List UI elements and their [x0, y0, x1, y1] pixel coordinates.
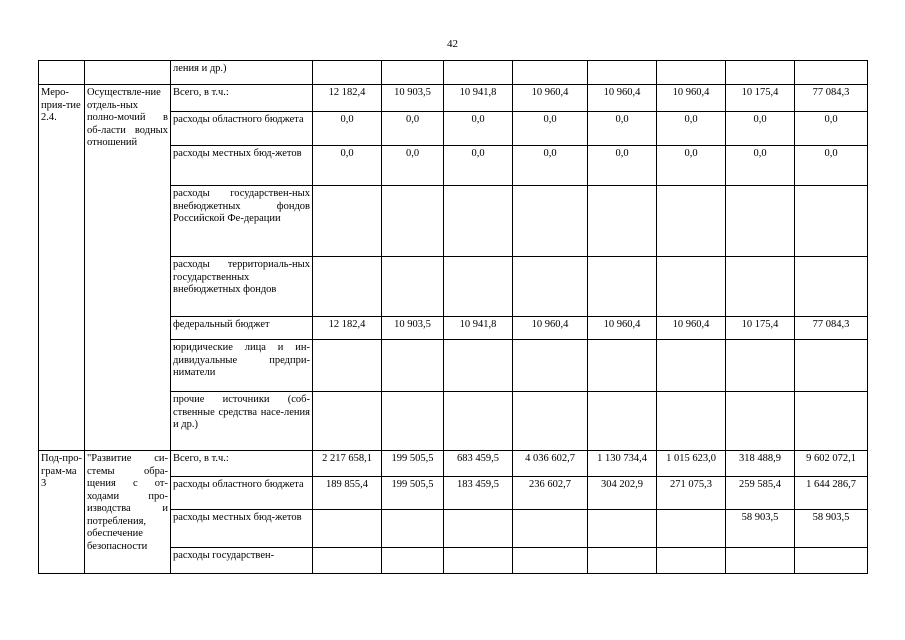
value-cell: 199 505,5: [382, 451, 444, 477]
value-cell: 0,0: [382, 112, 444, 146]
value-cell: 236 602,7: [513, 477, 588, 510]
value-cell: [313, 61, 382, 85]
value-cell: 10 941,8: [444, 317, 513, 340]
value-cell: [444, 257, 513, 317]
value-cell: [588, 61, 657, 85]
value-cell: [657, 392, 726, 451]
value-cell: 77 084,3: [795, 85, 868, 112]
value-cell: 0,0: [726, 146, 795, 186]
value-cell: 10 941,8: [444, 85, 513, 112]
value-cell: 0,0: [313, 112, 382, 146]
value-cell: [657, 257, 726, 317]
value-cell: 304 202,9: [588, 477, 657, 510]
value-cell: [513, 548, 588, 574]
value-cell: [444, 392, 513, 451]
value-cell: [313, 392, 382, 451]
value-cell: 0,0: [726, 112, 795, 146]
value-cell: 58 903,5: [795, 510, 868, 548]
value-cell: [726, 548, 795, 574]
value-cell: [726, 186, 795, 257]
value-cell: [795, 61, 868, 85]
measure-code-cell: Меро-прия-тие 2.4.: [39, 85, 85, 451]
value-cell: [444, 510, 513, 548]
funding-source-cell: расходы областного бюджета: [171, 477, 313, 510]
value-cell: [588, 392, 657, 451]
value-cell: [382, 186, 444, 257]
value-cell: [588, 510, 657, 548]
value-cell: 2 217 658,1: [313, 451, 382, 477]
funding-source-cell: расходы государствен-: [171, 548, 313, 574]
funding-source-cell: расходы территориаль-ных государственных внебюджетных фондов: [171, 257, 313, 317]
value-cell: [795, 392, 868, 451]
value-cell: 10 903,5: [382, 85, 444, 112]
value-cell: [382, 340, 444, 392]
value-cell: [313, 340, 382, 392]
funding-source-cell: ления и др.): [171, 61, 313, 85]
value-cell: [726, 257, 795, 317]
value-cell: 318 488,9: [726, 451, 795, 477]
value-cell: 10 960,4: [588, 85, 657, 112]
funding-source-cell: юридические лица и ин-дивидуальные предпри-ниматели: [171, 340, 313, 392]
value-cell: [382, 61, 444, 85]
measure-description-cell: "Развитие си-стемы обра-щения с от-ходами про-изводства и потребления, обеспечение безопасности: [85, 451, 171, 574]
value-cell: 1 644 286,7: [795, 477, 868, 510]
value-cell: 0,0: [795, 146, 868, 186]
measure-description-cell: [85, 61, 171, 85]
table-row: [39, 451, 868, 477]
value-cell: 0,0: [382, 146, 444, 186]
value-cell: 0,0: [513, 112, 588, 146]
funding-source-cell: федеральный бюджет: [171, 317, 313, 340]
budget-table: [38, 60, 868, 574]
value-cell: 0,0: [313, 146, 382, 186]
value-cell: [726, 61, 795, 85]
value-cell: [513, 510, 588, 548]
value-cell: [588, 340, 657, 392]
value-cell: [513, 392, 588, 451]
value-cell: 271 075,3: [657, 477, 726, 510]
value-cell: [588, 257, 657, 317]
value-cell: 0,0: [444, 112, 513, 146]
value-cell: [726, 392, 795, 451]
value-cell: [795, 340, 868, 392]
value-cell: 10 175,4: [726, 85, 795, 112]
value-cell: [657, 340, 726, 392]
value-cell: [313, 510, 382, 548]
value-cell: [444, 61, 513, 85]
value-cell: [444, 340, 513, 392]
value-cell: 10 175,4: [726, 317, 795, 340]
value-cell: 10 903,5: [382, 317, 444, 340]
value-cell: [795, 186, 868, 257]
funding-source-cell: расходы государствен-ных внебюджетных фондов Российской Фе-дерации: [171, 186, 313, 257]
value-cell: 10 960,4: [657, 317, 726, 340]
value-cell: [513, 186, 588, 257]
value-cell: 0,0: [657, 146, 726, 186]
value-cell: 12 182,4: [313, 85, 382, 112]
value-cell: [513, 257, 588, 317]
measure-code-cell: [39, 61, 85, 85]
value-cell: [382, 510, 444, 548]
funding-source-cell: прочие источники (соб-ственные средства насе-ления и др.): [171, 392, 313, 451]
value-cell: [313, 257, 382, 317]
funding-source-cell: расходы местных бюд-жетов: [171, 510, 313, 548]
funding-source-cell: расходы областного бюджета: [171, 112, 313, 146]
value-cell: 10 960,4: [513, 317, 588, 340]
value-cell: 12 182,4: [313, 317, 382, 340]
measure-description-cell: Осуществле-ние отдель-ных полно-мочий в об-ласти водных отношений: [85, 85, 171, 451]
measure-code-cell: Под-про-грам-ма 3: [39, 451, 85, 574]
value-cell: [513, 61, 588, 85]
value-cell: 10 960,4: [513, 85, 588, 112]
value-cell: [657, 510, 726, 548]
value-cell: [657, 548, 726, 574]
value-cell: [795, 257, 868, 317]
value-cell: 0,0: [588, 146, 657, 186]
value-cell: 683 459,5: [444, 451, 513, 477]
value-cell: [588, 548, 657, 574]
funding-source-cell: расходы местных бюд-жетов: [171, 146, 313, 186]
value-cell: 0,0: [795, 112, 868, 146]
value-cell: 10 960,4: [657, 85, 726, 112]
value-cell: [588, 186, 657, 257]
value-cell: [382, 257, 444, 317]
value-cell: [382, 392, 444, 451]
value-cell: 0,0: [513, 146, 588, 186]
value-cell: 0,0: [657, 112, 726, 146]
value-cell: [513, 340, 588, 392]
page-number: 42: [447, 38, 458, 50]
value-cell: [726, 340, 795, 392]
value-cell: 9 602 072,1: [795, 451, 868, 477]
funding-source-cell: Всего, в т.ч.:: [171, 451, 313, 477]
table-row: [39, 61, 868, 85]
value-cell: 58 903,5: [726, 510, 795, 548]
value-cell: [444, 548, 513, 574]
funding-source-cell: Всего, в т.ч.:: [171, 85, 313, 112]
value-cell: 0,0: [588, 112, 657, 146]
value-cell: [444, 186, 513, 257]
table-row: [39, 85, 868, 112]
value-cell: [313, 186, 382, 257]
value-cell: [657, 61, 726, 85]
value-cell: 77 084,3: [795, 317, 868, 340]
value-cell: [382, 548, 444, 574]
value-cell: 1 015 623,0: [657, 451, 726, 477]
value-cell: 183 459,5: [444, 477, 513, 510]
value-cell: 10 960,4: [588, 317, 657, 340]
value-cell: 199 505,5: [382, 477, 444, 510]
value-cell: 1 130 734,4: [588, 451, 657, 477]
value-cell: 4 036 602,7: [513, 451, 588, 477]
value-cell: [313, 548, 382, 574]
value-cell: 189 855,4: [313, 477, 382, 510]
value-cell: 259 585,4: [726, 477, 795, 510]
value-cell: 0,0: [444, 146, 513, 186]
value-cell: [795, 548, 868, 574]
value-cell: [657, 186, 726, 257]
